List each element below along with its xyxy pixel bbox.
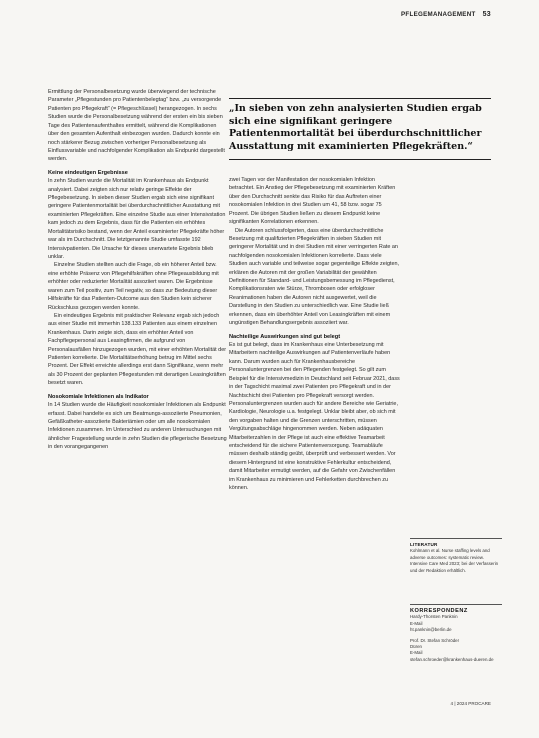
page-footer: 4 | 2024 PROCARE [450, 701, 491, 706]
section-title: PFLEGEMANAGEMENT [400, 11, 476, 18]
subheading: Nosokomiale Infektionen als Indikator [48, 393, 149, 400]
paragraph: Ein eindeutiges Ergebnis mit praktischer Relevanz ergab sich jedoch aus einer Studie mit immerhin 138.133 Patienten aus einem einzelnen Krankenhaus. Darin zeigte sich, dass ein erhöhter Anteil von Fachpflegepersonal aus Leasingfirmen, die aufgrund von Personalausfällen hinzugezogen wurden, mit einer erhöhten Mortalität der Patienten korrelierte. Die Mortalitätserhöhung betrug im Mittel sechs Prozent. Der Effekt erreichte allerdings erst dann Signifikanz, wenn mehr als 30 Prozent der geplanten Pflegestunden mit derartigen Leasingkräften besetzt waren. [48, 312, 227, 387]
correspondence-line: Prof. Dr. Stefan Schröder [410, 637, 460, 643]
running-header [401, 11, 491, 18]
correspondence-email[interactable]: stefan.schroeder@krankenhaus-dueren.de [410, 656, 494, 662]
subheading: Keine eindeutigen Ergebnisse [48, 169, 128, 176]
divider [410, 538, 502, 539]
paragraph: Die Autoren schlussfolgerten, dass eine überdurchschnittliche Besetzung mit qualifizierten Pflegekräften in sieben Studien mit geringerer Mortalität und in drei Studien mit einer verringerten Rate an nachfolgenden nosokomialen Infektionen korrelierte. Dass viele Studien auch variable und teilweise sogar gegenteilige Effekte zeigten, erklären die Autoren mit der großen Variabilität der gewählten Definitionen für Standard- und Leistungsbemessung im Pflegedienst, Komplikationsraten wie Stürze, Thrombosen oder erfolgloser Reanimationen haben die Autoren nicht ausgewertet, weil die Darstellung in den Studien zu unterschiedlich war. Eine Studie ließ erkennen, dass ein überhöhter Anteil von Leasingkräften mit einem ungünstigen Behandlungsergebnis assoziiert war. [229, 227, 400, 327]
divider [410, 604, 502, 605]
correspondence-label: KORRESPONDENZ [410, 608, 468, 614]
correspondence-line: Hardy-Thorsten Panknin [410, 614, 458, 620]
article-column-right [229, 176, 400, 716]
paragraph: In zehn Studien wurde die Mortalität im Krankenhaus als Endpunkt analysiert. Dabei zeigten sich nur relativ geringe Effekte der Pflegebesetzung. In sieben dieser Studien ergab sich eine signifikant geringere Patientenmortalität bei überdurchschnittlicher Ausstattung mit examinierten Pflegekräften. Eine einzelne Studie aus einer Intensivstation kam jedoch zu dem Ergebnis, dass für die Patienten ein erhöhtes Mortalitätsrisiko bestand, wenn der Anteil examinierter Pflegekräfte höher war als im Durchschnitt. Die letztgenannte Studie umfasste 192 Intensivpatienten. Die Ursache für dieses unerwartete Ergebnis blieb unklar. [48, 178, 226, 260]
paragraph: In 14 Studien wurde die Häufigkeit nosokomialer Infektionen als Endpunkt erfasst. Dabei handelte es sich um Beatmungs-assoziierte Pneumonien, Gefäßkatheter-assoziierte Bakteriämien oder um alle nosokomialen Infektionen zusammen. Im Unterschied zu anderen Untersuchungen mit ähnlicher Fragestellung wurde in zehn Studien die pflegerische Besetzung in den vorangegangenen [48, 402, 227, 451]
page-number: 53 [482, 11, 491, 18]
literature-label: LITERATUR [410, 542, 438, 547]
paragraph: Einzelne Studien stellten auch die Frage, ob ein höherer Anteil bzw. eine erhöhte Präsenz von Pflegehilfskräften ohne Pflegeausbildung mit erhöhter oder reduzierter Mortalität assoziiert waren. Die Ergebnisse waren zum Teil positiv, zum Teil negativ, so dass zur Bedeutung dieser Hilfskräfte für das Patienten-Outcome aus den Studien kein sicherer Rückschluss gezogen werden konnte. [48, 262, 219, 311]
subheading: Nachteilige Auswirkungen sind gut belegt [229, 333, 341, 340]
correspondence-box [410, 604, 502, 663]
literature-box [410, 538, 502, 574]
pull-quote: „In sieben von zehn analysierten Studien ergab sich eine signifikant geringere Patientenmortalität bei überdurchschnittlicher Ausstattung mit examinierten Pflegekräften.“ [229, 98, 491, 160]
literature-text: Kohlmann et al. Nurse staffing levels and adverse outcomes: systematic review. Intensive Care Med 2023; bei der Verfasserin und der Redaktion erhältlich. [410, 548, 499, 573]
paragraph: zwei Tagen vor der Manifestation der nosokomialen Infektion betrachtet. Ein Anstieg der Pflegebesetzung mit examinierten Kräften über den Durchschnitt senkte das Risiko für das Auftreten einer nosokomialen Infektion in drei Studien um 41, 58 bzw. sogar 75 Prozent. Die übrigen Studien ließen zu diesem Endpunkt keine signifikanten Korrelationen erkennen. [229, 177, 396, 226]
correspondence-line: E-Mail [410, 650, 423, 656]
correspondence-email[interactable]: ht.panknin@berlin.de [410, 627, 452, 633]
article-column-left [48, 88, 228, 676]
paragraph: Es ist gut belegt, dass im Krankenhaus eine Unterbesetzung mit Mitarbeitern nachteilige Auswirkungen auf Patientenverläufe haben kann. Darum wurden auch für Krankenhausbereiche Personaluntergrenzen bei den Pflegenden festgelegt. So gilt zum Beispiel für die Intensivmedizin in Deutschland seit Februar 2021, dass in der Tagschicht maximal zwei Patienten pro Pflegekraft und in der Nachtschicht drei Patienten pro Pflegekraft versorgt werden. Personaluntergrenzen wurden auch für andere Bereiche wie Geriatrie, Kardiologie, Neurologie u.a. festgelegt. Unklar bleibt aber, ob sich mit den vorgaben halten und die Grenzen unterschritten, müssen Vergütungsabschläge hingenommen werden. Neben adäquaten Mitarbeiterzahlen in der Pflege ist auch eine effektive Teamarbeit entscheidend für die sichere Patientenversorgung. Teamabläufe müssen deshalb ständig geübt, überprüft und verbessert werden. Vor diesem Hintergrund ist eine konstruktive Fehlerkultur entscheidend, damit Mitarbeiter ermutigt werden, auf die Gefahr von Zwischenfällen im Krankenhaus zu minimieren und Fehlerketten durchbrechen zu können. [229, 342, 400, 492]
correspondence-line: E-Mail [410, 620, 423, 626]
paragraph: Ermittlung der Personalbesetzung wurde überwiegend der technische Parameter „Pflegestunden pro Patientenbelegtag“ bzw. „zu versorgende Patienten pro Pflegekraft“ (= Pflegeschlüssel) herangezogen. In sechs Studien wurde die Personalbesetzung während der ersten ein bis sieben Tage des Patientenaufenthaltes ermittelt, während die Komplikationen über den gesamten Aufenthalt einbezogen wurden. Dadurch konnte ein noch stärkerer Bezug zwischen vorheriger Personalbesetzung als Einflussvariable und nachfolgender Komplikation als Endpunkt dargestellt werden. [48, 89, 225, 163]
correspondence-line: Düren [410, 644, 422, 650]
